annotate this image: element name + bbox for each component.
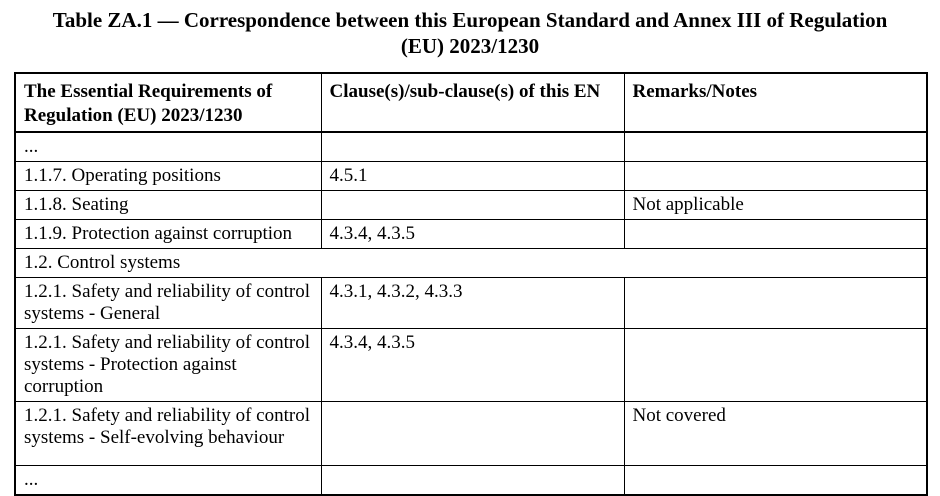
remarks-cell: [624, 278, 927, 329]
table-header-row: [15, 73, 927, 132]
clause-cell: [321, 402, 624, 466]
table-title-line2: (EU) 2023/1230: [400, 34, 540, 58]
remarks-cell: [624, 220, 927, 249]
requirement-cell: 1.2.1. Safety and reliability of control systems - General: [15, 278, 321, 329]
clause-cell: 4.3.4, 4.3.5: [321, 329, 624, 402]
table-row-protection-corruption: [15, 220, 927, 249]
clause-cell: [321, 132, 624, 162]
table-row-control-self-evolving: [15, 402, 927, 466]
table-row-control-general: [15, 278, 927, 329]
section-cell: 1.2. Control systems: [15, 249, 927, 278]
table-title-line1: Table ZA.1 — Correspondence between this European Standard and Annex III of Regulation: [52, 8, 888, 32]
remarks-cell: [624, 466, 927, 496]
clause-cell: [321, 466, 624, 496]
clause-cell: 4.3.1, 4.3.2, 4.3.3: [321, 278, 624, 329]
table-row-seating: [15, 191, 927, 220]
header-clauses: Clause(s)/sub-clause(s) of this EN: [321, 73, 624, 132]
requirement-cell: 1.1.8. Seating: [15, 191, 321, 220]
requirement-cell: 1.1.7. Operating positions: [15, 162, 321, 191]
remarks-cell: Not applicable: [624, 191, 927, 220]
clause-cell: [321, 191, 624, 220]
table-row-control-protection: [15, 329, 927, 402]
requirement-cell: ...: [15, 466, 321, 496]
table-title: [14, 0, 926, 59]
remarks-cell: [624, 329, 927, 402]
requirement-cell: ...: [15, 132, 321, 162]
table-row-ellipsis-bottom: [15, 466, 927, 496]
remarks-cell: [624, 132, 927, 162]
table-row-operating-positions: [15, 162, 927, 191]
requirement-cell: 1.2.1. Safety and reliability of control systems - Self-evolving behaviour: [15, 402, 321, 466]
clause-cell: 4.5.1: [321, 162, 624, 191]
correspondence-table: [14, 72, 928, 496]
requirement-cell: 1.1.9. Protection against corruption: [15, 220, 321, 249]
clause-cell: 4.3.4, 4.3.5: [321, 220, 624, 249]
requirement-cell: 1.2.1. Safety and reliability of control systems - Protection against corruption: [15, 329, 321, 402]
header-essential-requirements: The Essential Requirements of Regulation (EU) 2023/1230: [15, 73, 321, 132]
header-remarks: Remarks/Notes: [624, 73, 927, 132]
remarks-cell: [624, 162, 927, 191]
remarks-cell: Not covered: [624, 402, 927, 466]
table-row-ellipsis-top: [15, 132, 927, 162]
table-row-control-systems-section: [15, 249, 927, 278]
